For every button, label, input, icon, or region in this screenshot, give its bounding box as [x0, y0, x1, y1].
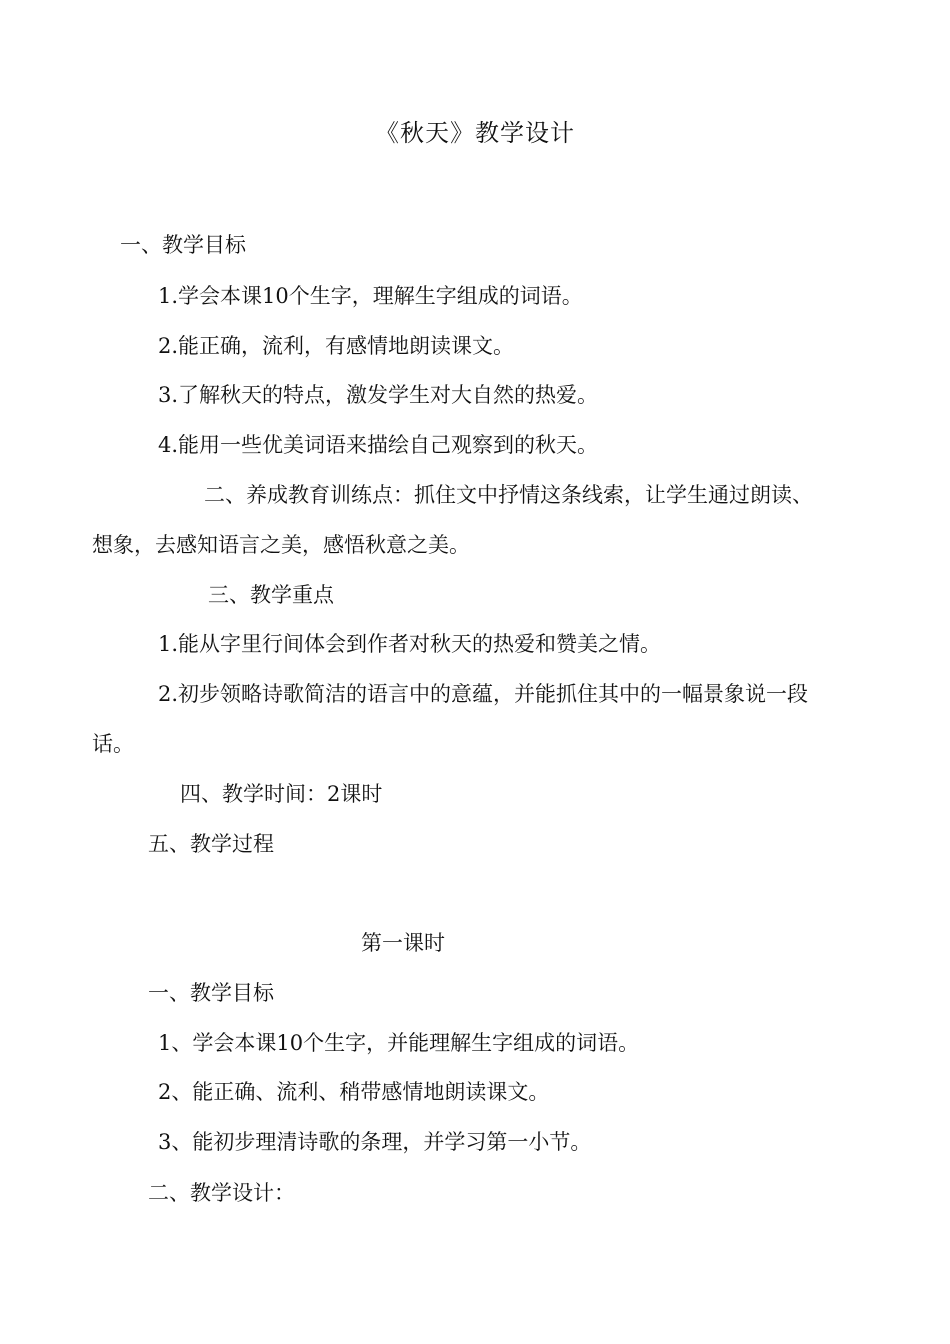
- document-title: 《秋天》教学设计: [375, 119, 575, 147]
- key-point-item-line1: 2.初步领略诗歌简洁的语言中的意蕴，并能抓住其中的一幅景象说一段: [158, 682, 809, 706]
- lesson-title: 第一课时: [361, 931, 445, 955]
- objective-item: 2.能正确，流利，有感情地朗读课文。: [158, 334, 515, 358]
- lesson-objective-item: 1、学会本课10个生字，并能理解生字组成的词语。: [158, 1031, 640, 1055]
- lesson-heading-design: 二、教学设计：: [148, 1181, 295, 1205]
- section-teaching-process: 五、教学过程: [148, 832, 274, 856]
- key-point-item-line2: 话。: [92, 732, 134, 756]
- lesson-objective-item: 2、能正确、流利、稍带感情地朗读课文。: [158, 1080, 550, 1104]
- section-habit-training-line2: 想象，去感知语言之美，感悟秋意之美。: [92, 533, 470, 557]
- section-teaching-time: 四、教学时间：2课时: [180, 782, 383, 806]
- objective-item: 1.学会本课10个生字，理解生字组成的词语。: [158, 284, 583, 308]
- lesson-heading-objectives: 一、教学目标: [148, 981, 274, 1005]
- section-heading-objectives: 一、教学目标: [120, 233, 246, 257]
- objective-item: 3.了解秋天的特点，激发学生对大自然的热爱。: [158, 383, 599, 407]
- key-point-item: 1.能从字里行间体会到作者对秋天的热爱和赞美之情。: [158, 632, 662, 656]
- lesson-objective-item: 3、能初步理清诗歌的条理，并学习第一小节。: [158, 1130, 592, 1154]
- section-heading-key-points: 三、教学重点: [208, 583, 334, 607]
- section-habit-training-line1: 二、养成教育训练点：抓住文中抒情这条线索，让学生通过朗读、: [204, 483, 813, 507]
- objective-item: 4.能用一些优美词语来描绘自己观察到的秋天。: [158, 433, 599, 457]
